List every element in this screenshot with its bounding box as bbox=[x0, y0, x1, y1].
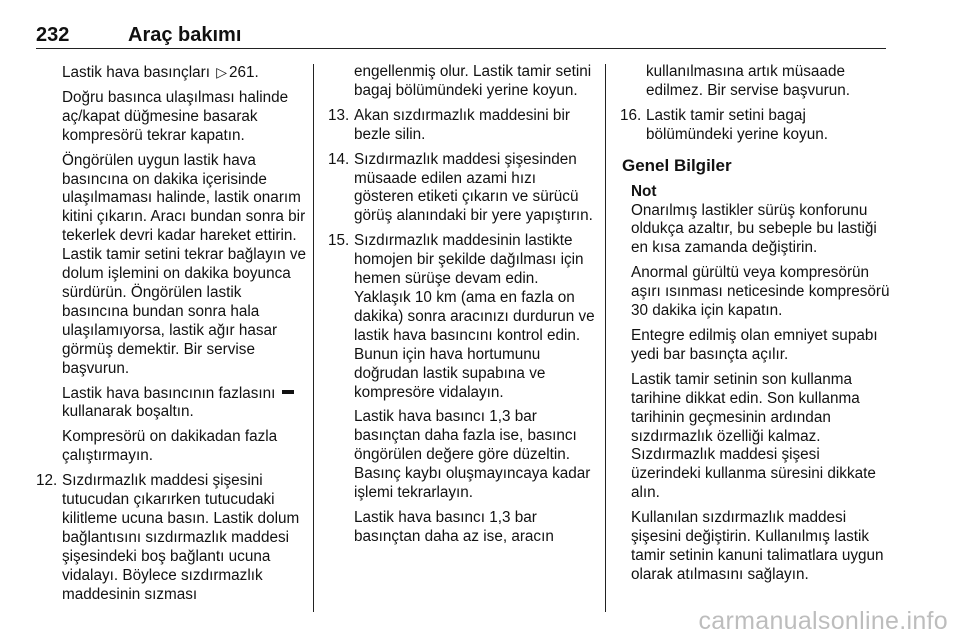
paragraph: Kullanılan sızdırmazlık maddesi şişesini değiştirin. Kullanılmış lastik tamir setinin kanuni talimatlara uygun olarak atılmasını sağlayın. bbox=[631, 509, 884, 583]
paragraph: Kompresörü on dakikadan fazla çalıştırmayın. bbox=[62, 428, 278, 465]
list-item-text: Sızdırmazlık maddesi şişesini tutucudan çıkarırken tutucudaki kilitleme ucuna basın. Lastik dolum bağlantısını sızdırmazlık maddesi şişesindeki boş bağlantı ucuna vidalayı. Böylece sızdırmazlık maddesinin sızması bbox=[62, 472, 300, 603]
list-item-text: Sızdırmazlık maddesi şişesinden müsaade edilen azami hızı gösteren etiketi çıkarın ve sürücü görüş alanındaki bir yere yapıştırın. bbox=[354, 150, 593, 225]
list-item-number: 12. bbox=[36, 472, 58, 490]
section-title: Araç bakımı bbox=[128, 24, 242, 46]
list-item bbox=[328, 232, 596, 402]
list-item bbox=[328, 107, 596, 145]
list-item-text: Sızdırmazlık maddesinin lastikte homojen bir şekilde dağılması için hemen sürüşe devam edin. Yaklaşık 10 km (ama en fazla on dakika) sonra aracınızı durdurun ve lastik hava basıncını kontrol edin. Bunun için hava hortumunu doğrudan lastik supabına ve kompresöre vidalayın. bbox=[354, 232, 595, 401]
column-divider bbox=[605, 64, 606, 612]
list-item bbox=[328, 151, 596, 227]
column-2 bbox=[328, 63, 596, 553]
note-body: Onarılmış lastikler sürüş konforunu oldukça azaltır, bu sebeple bu lastiği en kısa zamanda değiştirin. bbox=[631, 201, 877, 257]
list-item-number: 13. bbox=[328, 106, 350, 124]
list-item bbox=[620, 107, 890, 145]
paragraph: Lastik hava basıncının fazlasını kullanarak boşaltın. bbox=[36, 385, 306, 423]
list-item-number: 14. bbox=[328, 150, 350, 168]
column-divider bbox=[313, 64, 314, 612]
column-1 bbox=[36, 63, 306, 610]
paragraph: Doğru basınca ulaşılması halinde aç/kapat düğmesine basarak kompresörü tekrar kapatın. bbox=[62, 88, 289, 144]
paragraph: Anormal gürültü veya kompresörün aşırı ısınması neticesinde kompresörü 30 dakika için kapatın. bbox=[631, 264, 890, 320]
list-item-number: 15. bbox=[328, 232, 350, 250]
page-reference[interactable]: 261. bbox=[228, 64, 259, 81]
paragraph: Lastik hava basınçları ▷ 261. bbox=[62, 64, 259, 81]
paragraph: Lastik hava basıncı 1,3 bar basınçtan daha az ise, aracın bbox=[354, 508, 554, 545]
list-item bbox=[36, 472, 306, 604]
watermark: carmanualsonline.info bbox=[698, 607, 948, 635]
page-number: 232 bbox=[36, 24, 70, 46]
paragraph: Lastik tamir setinin son kullanma tarihine dikkat edin. Son kullanma tarihinin geçmesinin ardından sızdırmazlık özelliği kalmaz. Sızdırmazlık maddesi şişesi üzerindeki kullanma süresini dikkate alın. bbox=[631, 370, 876, 502]
paragraph: kullanılmasına artık müsaade edilmez. Bir servise başvurun. bbox=[646, 63, 851, 99]
list-item-number: 16. bbox=[620, 106, 642, 124]
cross-reference-arrow-icon: ▷ bbox=[216, 64, 227, 80]
paragraph: Entegre edilmiş olan emniyet supabı yedi bar basınçta açılır. bbox=[631, 326, 878, 363]
page-header bbox=[36, 26, 886, 49]
column-3 bbox=[620, 63, 890, 591]
dash-symbol-icon bbox=[282, 390, 294, 394]
note-heading: Not bbox=[631, 182, 657, 200]
paragraph: Lastik hava basıncı 1,3 bar basınçtan daha fazla ise, basıncı öngörülen değere göre düzeltin. Basınç kaybı oluşmayıncaya kadar işlemi tekrarlayın. bbox=[354, 408, 591, 502]
section-heading: Genel Bilgiler bbox=[622, 155, 732, 175]
paragraph: Öngörülen uygun lastik hava basıncına on dakika içerisinde ulaşılmaması halinde, lastik onarım kitini çıkarın. Aracı bundan sonra bir tekerlek devri kadar hareket ettirin. Lastik tamir setini tekrar bağlayın ve dolum işlemini on dakika boyunca sürdürün. Öngörülen lastik basıncına bundan sonra hala ulaşılamıyorsa, lastik ağır hasar görmüş demektir. Bir servise başvurun. bbox=[62, 151, 307, 377]
paragraph: engellenmiş olur. Lastik tamir setini bagaj bölümündeki yerine koyun. bbox=[354, 63, 592, 99]
list-item-text: Lastik tamir setini bagaj bölümündeki yerine koyun. bbox=[646, 106, 828, 143]
list-item-text: Akan sızdırmazlık maddesini bir bezle silin. bbox=[354, 106, 570, 143]
